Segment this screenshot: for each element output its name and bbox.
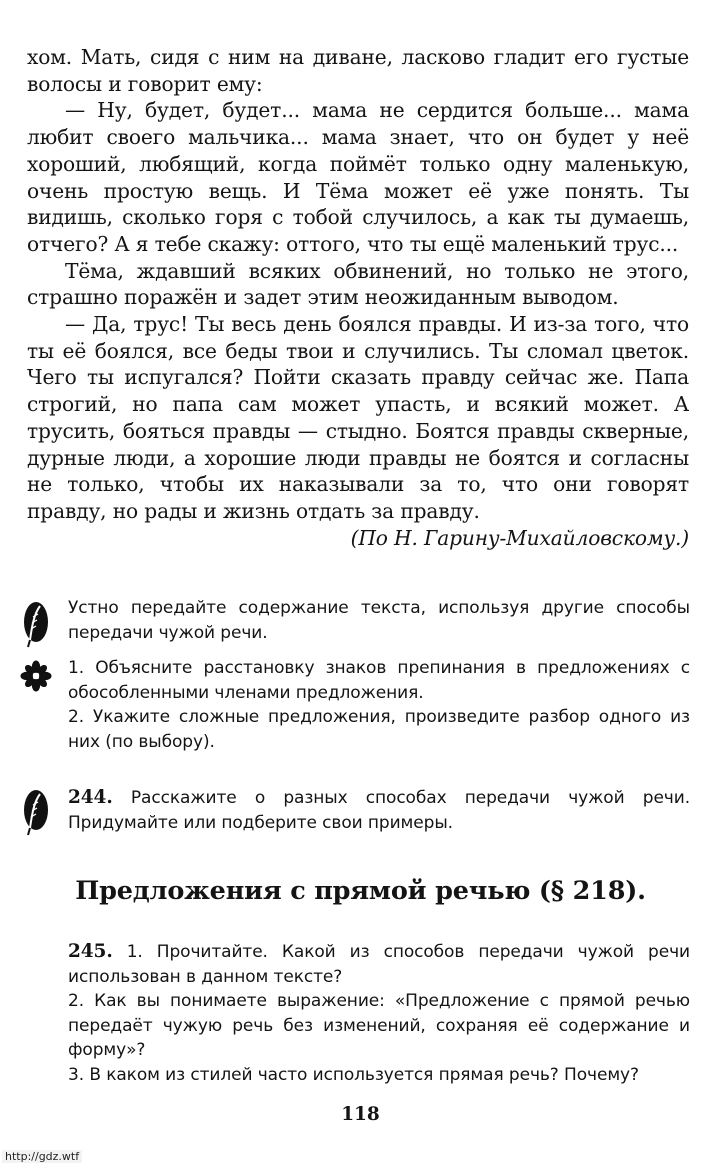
task-item-1: 1. Объясните расстановку знаков препинания в предложениях с обособленными членами предложения. <box>68 658 690 703</box>
grammar-tasks <box>68 656 690 754</box>
exercise-question-1: 1. Прочитайте. Какой из способов передачи чужой речи использован в данном тексте? <box>68 942 690 987</box>
exercise-text: Расскажите о разных способах передачи чужой речи. Придумайте или подберите свои примеры. <box>68 788 690 833</box>
story-paragraph: Тёма, ждавший всяких обвинений, но только не этого, страшно поражён и задет этим неожиданным выводом. <box>27 258 689 310</box>
story-paragraph: — Ну, будет, будет... мама не сердится больше... мама любит своего мальчика... мама знает, что он будет у неё хороший, любящий, когда поймёт только одну маленькую, очень простую вещь. И Тёма может её уже понять. Ты видишь, сколько горя с тобой случилось, а как ты думаешь, отчего? А я тебе скажу: оттого, что ты ещё маленький трус... <box>27 98 689 256</box>
story-attribution: (По Н. Гарину-Михайловскому.) <box>350 525 689 550</box>
exercise-question-3: 3. В каком из стилей часто используется прямая речь? Почему? <box>68 1064 639 1085</box>
story-paragraph: — Да, трус! Ты весь день боялся правды. И из-за того, что ты её боялся, все беды твои и случились. Ты сломал цветок. Чего ты испугался? Пойти сказать правду сейчас же. Папа строгий, но папа сам может упасть, и всякий может. А трусить, бояться правды — стыдно. Боятся правды скверные, дурные люди, а хорошие люди правды не боятся и согласны не только, чтобы их наказывали за то, что они говорят правду, но рады и жизнь отдать за правду. <box>27 312 689 523</box>
story-paragraph: хом. Мать, сидя с ним на диване, ласково гладит его густые волосы и говорит ему: <box>27 45 689 96</box>
exercise-245 <box>68 940 690 1087</box>
exercise-number: 244. <box>68 787 113 808</box>
exercise-244 <box>68 786 690 835</box>
exercise-number: 245. <box>68 941 113 962</box>
oral-retelling-task <box>68 596 690 645</box>
story-text <box>27 44 689 551</box>
flower-asterisk-icon <box>20 660 52 692</box>
task-text: Устно передайте содержание текста, используя другие способы передачи чужой речи. <box>68 598 690 643</box>
section-heading: Предложения с прямой речью (§ 218). <box>75 876 646 906</box>
feather-pen-icon <box>21 788 51 836</box>
page-number: 118 <box>341 1104 380 1125</box>
exercise-question-2: 2. Как вы понимаете выражение: «Предложение с прямой речью передаёт чужую речь без изменений, сохраняя её содержание и форму»? <box>68 991 690 1060</box>
watermark-link[interactable]: http://gdz.wtf <box>2 1150 82 1163</box>
task-item-2: 2. Укажите сложные предложения, произведите разбор одного из них (по выбору). <box>68 707 690 752</box>
feather-pen-icon <box>21 600 51 648</box>
